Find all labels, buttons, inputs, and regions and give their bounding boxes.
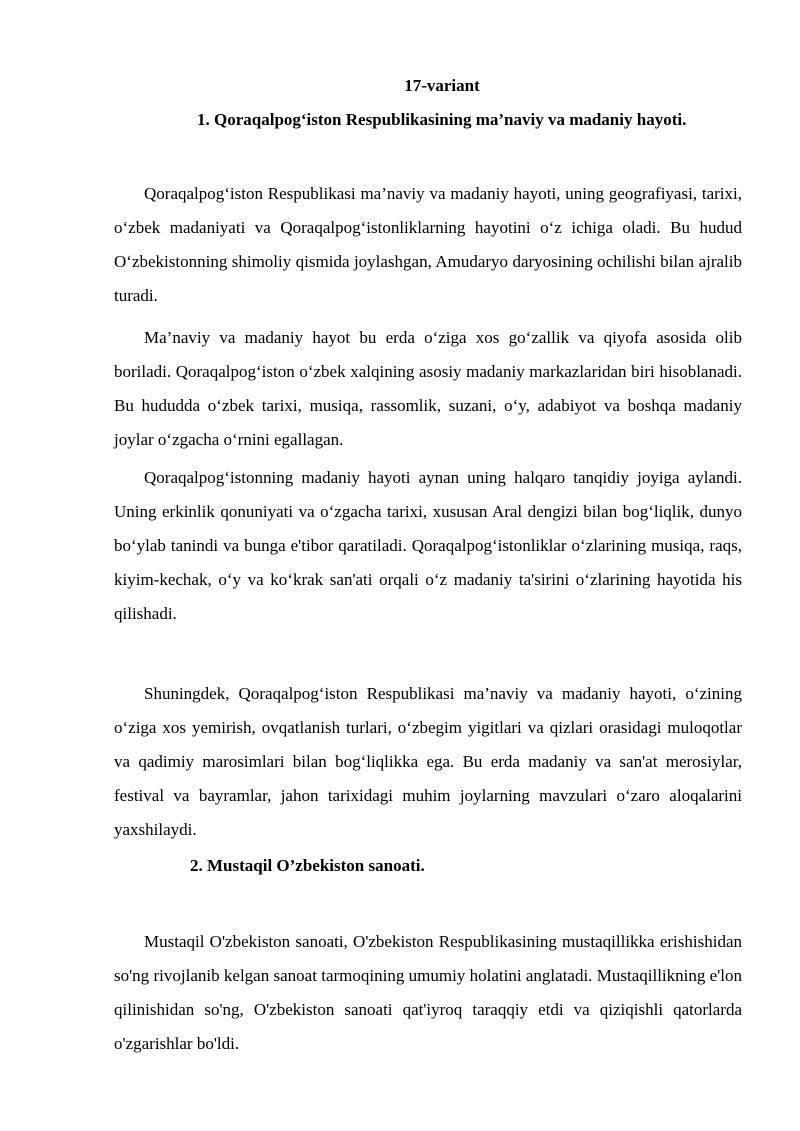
paragraph-4: Shuningdek, Qoraqalpog‘iston Respublikasi ma’naviy va madaniy hayoti, o‘zining o‘ziga xos yemirish, ovqatlanish turlari, o‘zbegim yigitlari va qizlari orasidagi muloqotlar va qadimiy marosimlari bilan bog‘liqlikka ega. Bu erda madaniy va san'at merosiylar, festival va bayramlar, jahon tarixidagi muhim joylarning mavzulari o‘zaro aloqalarini yaxshilaydi. (114, 684, 742, 839)
paragraph-5: Mustaqil O'zbekiston sanoati, O'zbekiston Respublikasining mustaqillikka erishishidan so'ng rivojlanib kelgan sanoat tarmoqining umumiy holatini anglatadi. Mustaqillikning e'lon qilinishidan so'ng, O'zbekiston sanoati qat'iyroq taraqqiy etdi va qiziqishli qatorlarda o'zgarishlar bo'ldi. (114, 932, 742, 1053)
section-1-heading: 1. Qoraqalpog‘iston Respublikasining ma’naviy va madaniy hayoti. (197, 110, 687, 129)
paragraph-2: Ma’naviy va madaniy hayot bu erda o‘ziga xos go‘zallik va qiyofa asosida olib boriladi. Qoraqalpog‘iston o‘zbek xalqining asosiy madaniy markazlaridan biri hisoblanadi. Bu hududda o‘zbek tarixi, musiqa, rassomlik, suzani, o‘y, adabiyot va boshqa madaniy joylar o‘zgacha o‘rnini egallagan. (114, 328, 742, 449)
paragraph-1: Qoraqalpog‘iston Respublikasi ma’naviy va madaniy hayoti, uning geografiyasi, tarixi, o‘zbek madaniyati va Qoraqalpog‘istonliklarning hayotini o‘z ichiga oladi. Bu hudud O‘zbekistonning shimoliy qismida joylashgan, Amudaryo daryosining ochilishi bilan ajralib turadi. (114, 184, 742, 305)
paragraph-3: Qoraqalpog‘istonning madaniy hayoti aynan uning halqaro tanqidiy joyiga aylandi. Uning erkinlik qonuniyati va o‘zgacha tarixi, xususan Aral dengizi bilan bog‘liqlik, dunyo bo‘ylab tanindi va bunga e'tibor qaratiladi. Qoraqalpog‘istonliklar o‘zlarining musiqa, raqs, kiyim-kechak, o‘y va ko‘krak san'ati orqali o‘z madaniy ta'sirini o‘zlarining hayotida his qilishadi. (114, 468, 742, 623)
variant-title: 17-variant (404, 76, 480, 95)
section-2-heading: 2. Mustaqil O’zbekiston sanoati. (190, 856, 425, 875)
